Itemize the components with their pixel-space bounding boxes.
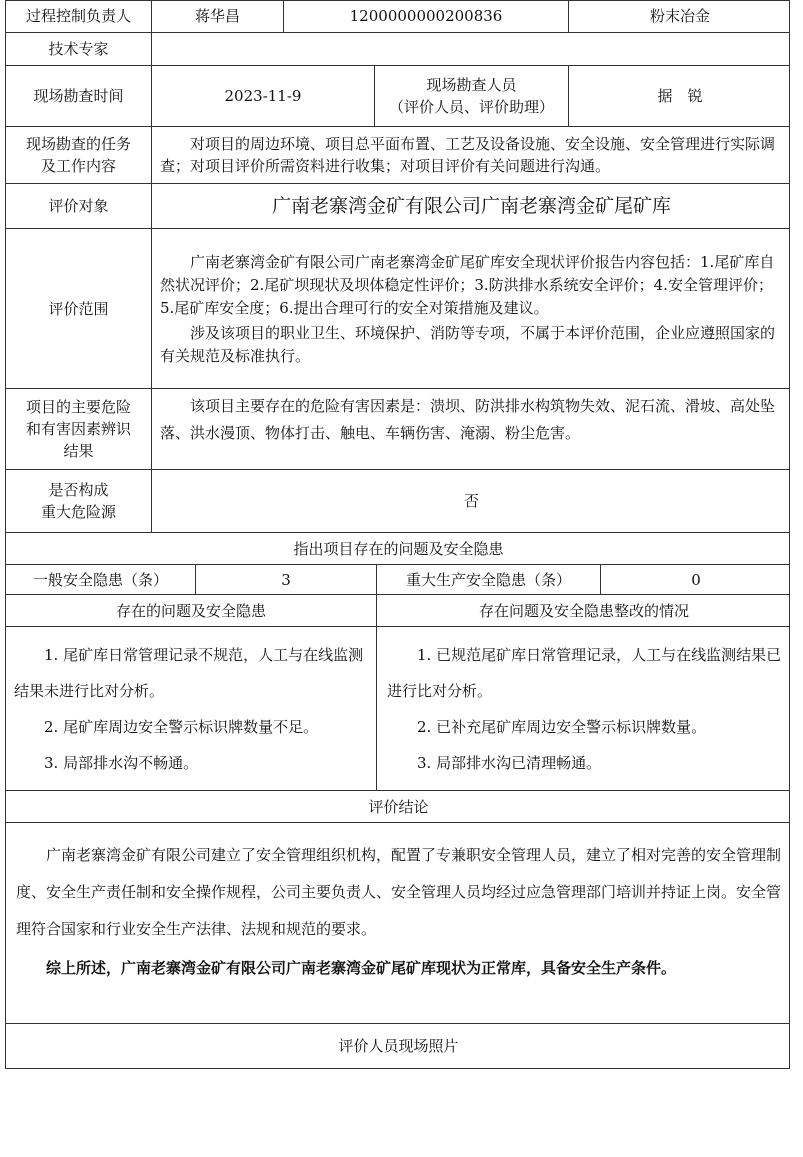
conclusion-para-2: 综上所述，广南老寨湾金矿有限公司广南老寨湾金矿尾矿库现状为正常库，具备安全生产条件。 (46, 959, 677, 977)
task-text-cell (151, 127, 791, 183)
conclusion-para-1: 广南老寨湾金矿有限公司建立了安全管理组织机构，配置了专兼职安全管理人员，建立了相对完善的安全管理制度、安全生产责任制和安全操作规程，公司主要负责人、安全管理人员均经过应急管理部门培训并持证上岗。安全管理符合国家和行业安全生产法律、法规和规范的要求。 (16, 846, 782, 938)
hazards-label-line2: 和有害因素辨识 (25, 420, 131, 438)
scope-para-1: 广南老寨湾金矿有限公司广南老寨湾金矿尾矿库安全现状评价报告内容包括：1.尾矿库自然状况评价；2.尾矿坝现状及坝体稳定性评价；3.防洪排水系统安全评价；4.安全管理评价；5.尾矿库安全度；6.提出合理可行的安全对策措施及建议。 (160, 253, 775, 317)
major-hazard-count: 0 (600, 565, 791, 594)
issues-count-row (5, 565, 790, 595)
issue-item: 3. 局部排水沟不畅通。 (44, 754, 199, 772)
survey-staff-value: 据 锐 (568, 66, 791, 126)
major-hazard-row (5, 470, 790, 533)
responsible-label: 过程控制负责人 (25, 7, 131, 25)
issues-list-row (5, 627, 790, 791)
issue-item: 1. 尾矿库日常管理记录不规范，人工与在线监测结果未进行比对分析。 (14, 646, 364, 700)
object-label: 评价对象 (48, 197, 109, 215)
rectification-item: 2. 已补充尾矿库周边安全警示标识牌数量。 (417, 718, 707, 736)
major-hazard-label-line1: 是否构成 (48, 481, 109, 499)
conclusion-body (6, 823, 791, 1023)
major-hazard-label-line2: 重大危险源 (40, 503, 116, 521)
hazards-row (5, 389, 790, 470)
tech-expert-label: 技术专家 (48, 40, 109, 58)
responsible-name: 蒋华昌 (151, 0, 283, 32)
conclusion-title: 评价结论 (368, 797, 429, 816)
general-hazard-count: 3 (195, 565, 376, 594)
rectification-item: 1. 已规范尾矿库日常管理记录，人工与在线监测结果已进行比对分析。 (387, 646, 782, 700)
hazards-text: 该项目主要存在的危险有害因素是：溃坝、防洪排水构筑物失效、泥石流、滑坡、高处坠落、洪水漫顶、物体打击、触电、车辆伤害、淹溺、粉尘危害。 (160, 397, 776, 442)
issues-section-title: 指出项目存在的问题及安全隐患 (293, 539, 504, 558)
task-label (6, 127, 151, 183)
issues-left-list (6, 627, 376, 790)
survey-time-value: 2023-11-9 (151, 66, 374, 126)
header-row (5, 0, 790, 33)
object-row (5, 184, 790, 229)
scope-para-2: 涉及该项目的职业卫生、环境保护、消防等专项，不属于本评价范围，企业应遵照国家的有关规范及标准执行。 (160, 324, 776, 365)
issues-title-row (5, 533, 790, 565)
photos-title: 评价人员现场照片 (338, 1037, 459, 1055)
survey-staff-label (374, 66, 568, 126)
task-text: 对项目的周边环境、项目总平面布置、工艺及设备设施、安全设施、安全管理进行实际调查；对项目评价所需资料进行收集；对项目评价有关问题进行沟通。 (160, 135, 776, 175)
hazards-label (6, 389, 151, 469)
general-hazard-label: 一般安全隐患（条） (32, 570, 168, 589)
table-top-border (5, 0, 790, 1)
survey-staff-label-line2: （评价人员、评价助理） (388, 98, 554, 116)
hazards-label-line1: 项目的主要危险 (25, 398, 131, 416)
major-hazard-label (6, 470, 151, 532)
specialty: 粉末冶金 (568, 0, 791, 32)
issues-header-row (5, 595, 790, 627)
task-label-line1: 现场勘查的任务 (25, 135, 131, 153)
survey-staff-label-line1: 现场勘查人员 (426, 76, 517, 94)
task-row (5, 127, 790, 184)
major-hazard-count-label: 重大生产安全隐患（条） (376, 565, 600, 594)
issues-left-header: 存在的问题及安全隐患 (115, 601, 266, 620)
task-label-line2: 及工作内容 (40, 157, 116, 175)
issue-item: 2. 尾矿库周边安全警示标识牌数量不足。 (44, 718, 319, 736)
photos-title-row (5, 1024, 790, 1069)
issues-right-header: 存在问题及安全隐患整改的情况 (376, 595, 791, 626)
conclusion-row (5, 823, 790, 1024)
scope-text-cell (151, 229, 791, 388)
scope-row (5, 229, 790, 389)
issues-right-list (376, 627, 791, 790)
tech-expert-value (151, 33, 791, 65)
survey-row (5, 66, 790, 127)
major-hazard-value: 否 (151, 470, 791, 532)
object-value: 广南老寨湾金矿有限公司广南老寨湾金矿尾矿库 (151, 184, 791, 228)
rectification-item: 3. 局部排水沟已清理畅通。 (417, 754, 602, 772)
hazards-text-cell (151, 389, 791, 469)
hazards-label-line3: 结果 (63, 442, 94, 460)
conclusion-title-row (5, 791, 790, 823)
cert-number: 1200000000200836 (283, 0, 568, 32)
scope-label: 评价范围 (48, 299, 109, 318)
survey-time-label: 现场勘查时间 (33, 87, 124, 105)
tech-expert-row (5, 33, 790, 66)
